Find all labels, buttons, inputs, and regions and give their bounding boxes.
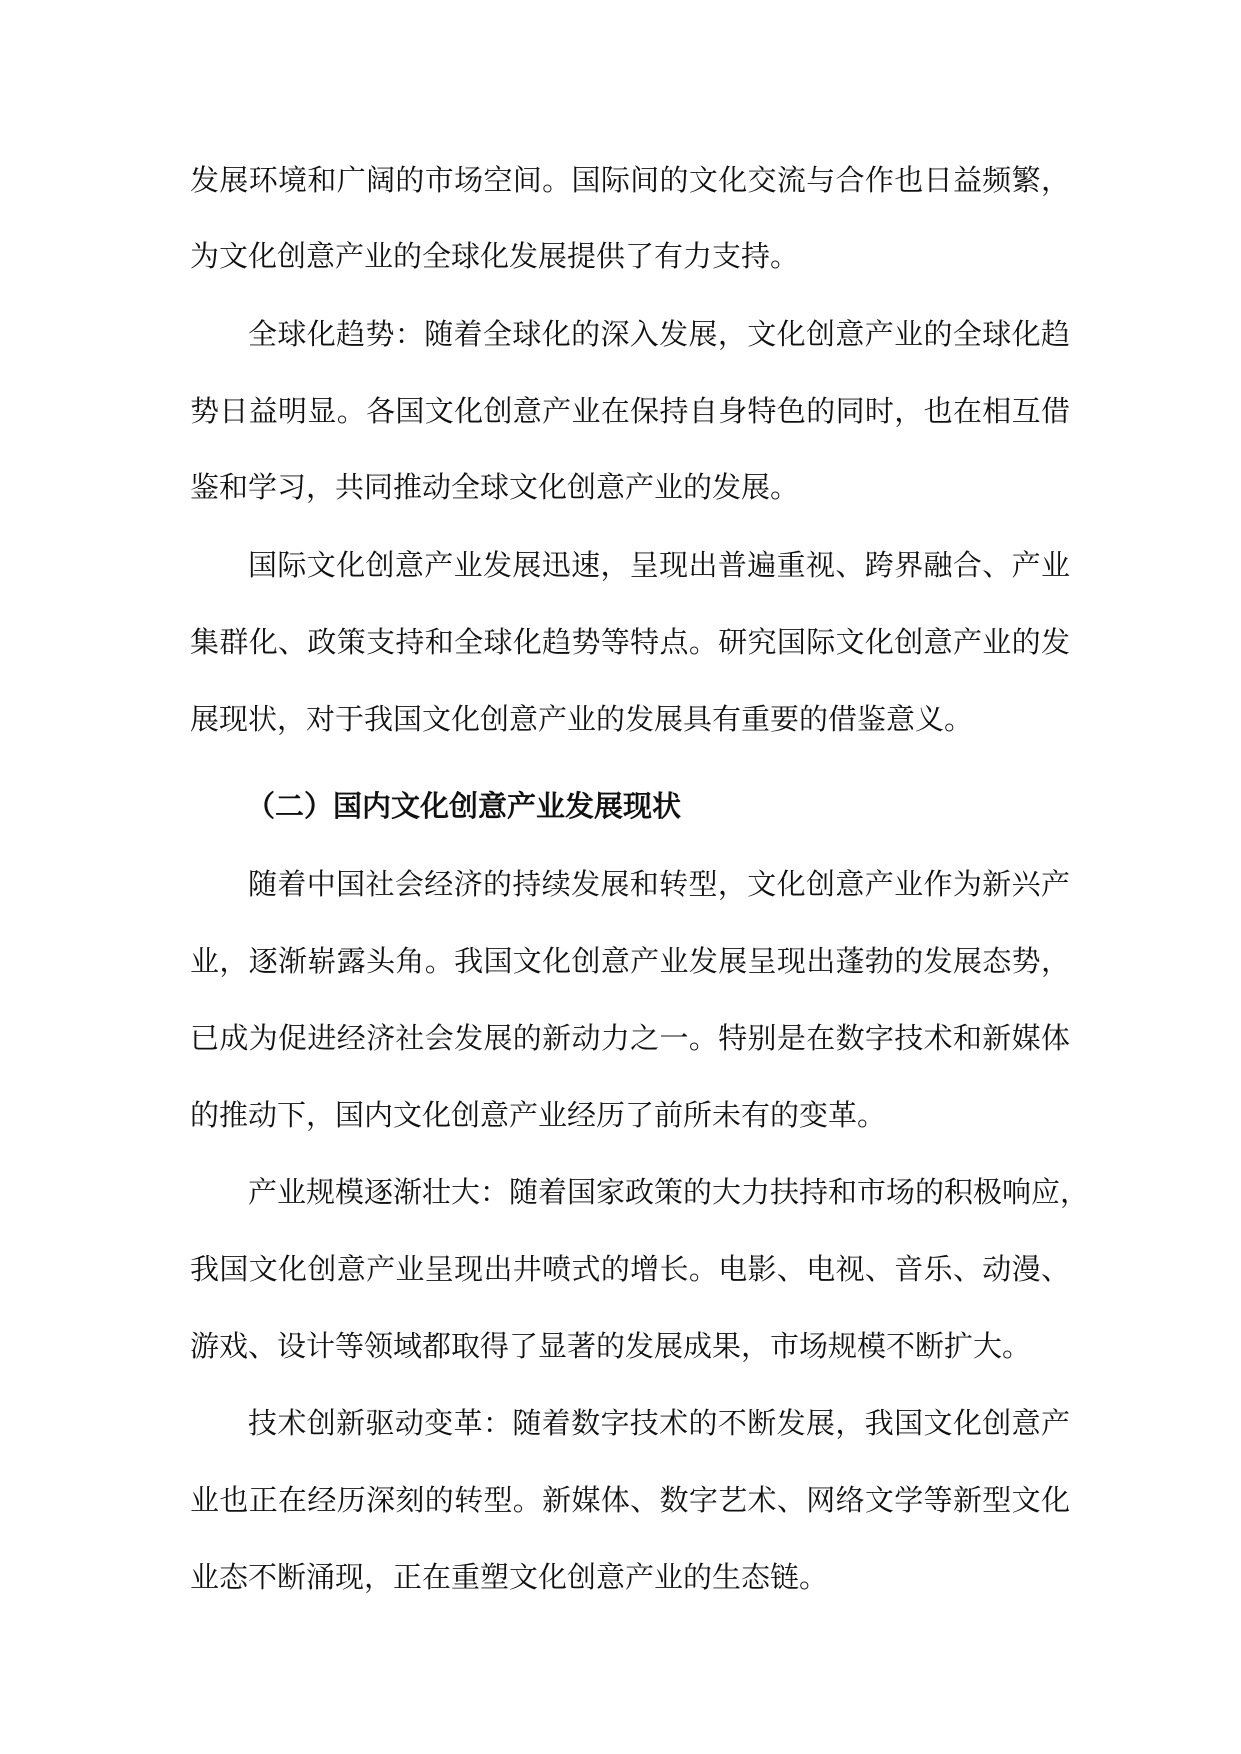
paragraph-first-line: 国际文化创意产业发展迅速，呈现出普遍重视、跨界融合、产业 [248, 548, 1070, 582]
text-line: 业，逐渐崭露头角。我国文化创意产业发展呈现出蓬勃的发展态势， [190, 944, 1070, 978]
paragraph-first-line: 技术创新驱动变革：随着数字技术的不断发展，我国文化创意产 [248, 1406, 1070, 1440]
paragraph-first-line: 产业规模逐渐壮大：随着国家政策的大力扶持和市场的积极响应， [248, 1175, 1090, 1209]
text-line: 业态不断涌现，正在重塑文化创意产业的生态链。 [190, 1560, 829, 1594]
text-line: 集群化、政策支持和全球化趋势等特点。研究国际文化创意产业的发 [190, 625, 1070, 659]
text-line: 鉴和学习，共同推动全球文化创意产业的发展。 [190, 470, 800, 504]
text-line: 势日益明显。各国文化创意产业在保持自身特色的同时，也在相互借 [190, 394, 1070, 428]
paragraph-first-line: 全球化趋势：随着全球化的深入发展，文化创意产业的全球化趋 [248, 317, 1070, 351]
text-line: 游戏、设计等领域都取得了显著的发展成果，市场规模不断扩大。 [190, 1329, 1032, 1363]
section-heading: （二）国内文化创意产业发展现状 [246, 789, 682, 823]
text-line: 为文化创意产业的全球化发展提供了有力支持。 [190, 239, 800, 273]
paragraph-first-line: 随着中国社会经济的持续发展和转型，文化创意产业作为新兴产 [248, 867, 1070, 901]
text-line: 我国文化创意产业呈现出井喷式的增长。电影、电视、音乐、动漫、 [190, 1252, 1070, 1286]
text-line: 发展环境和广阔的市场空间。国际间的文化交流与合作也日益频繁， [190, 163, 1070, 197]
text-line: 的推动下，国内文化创意产业经历了前所未有的变革。 [190, 1098, 887, 1132]
text-line: 展现状，对于我国文化创意产业的发展具有重要的借鉴意义。 [190, 702, 974, 736]
text-line: 业也正在经历深刻的转型。新媒体、数字艺术、网络文学等新型文化 [190, 1483, 1070, 1517]
text-line: 已成为促进经济社会发展的新动力之一。特别是在数字技术和新媒体 [190, 1021, 1070, 1055]
